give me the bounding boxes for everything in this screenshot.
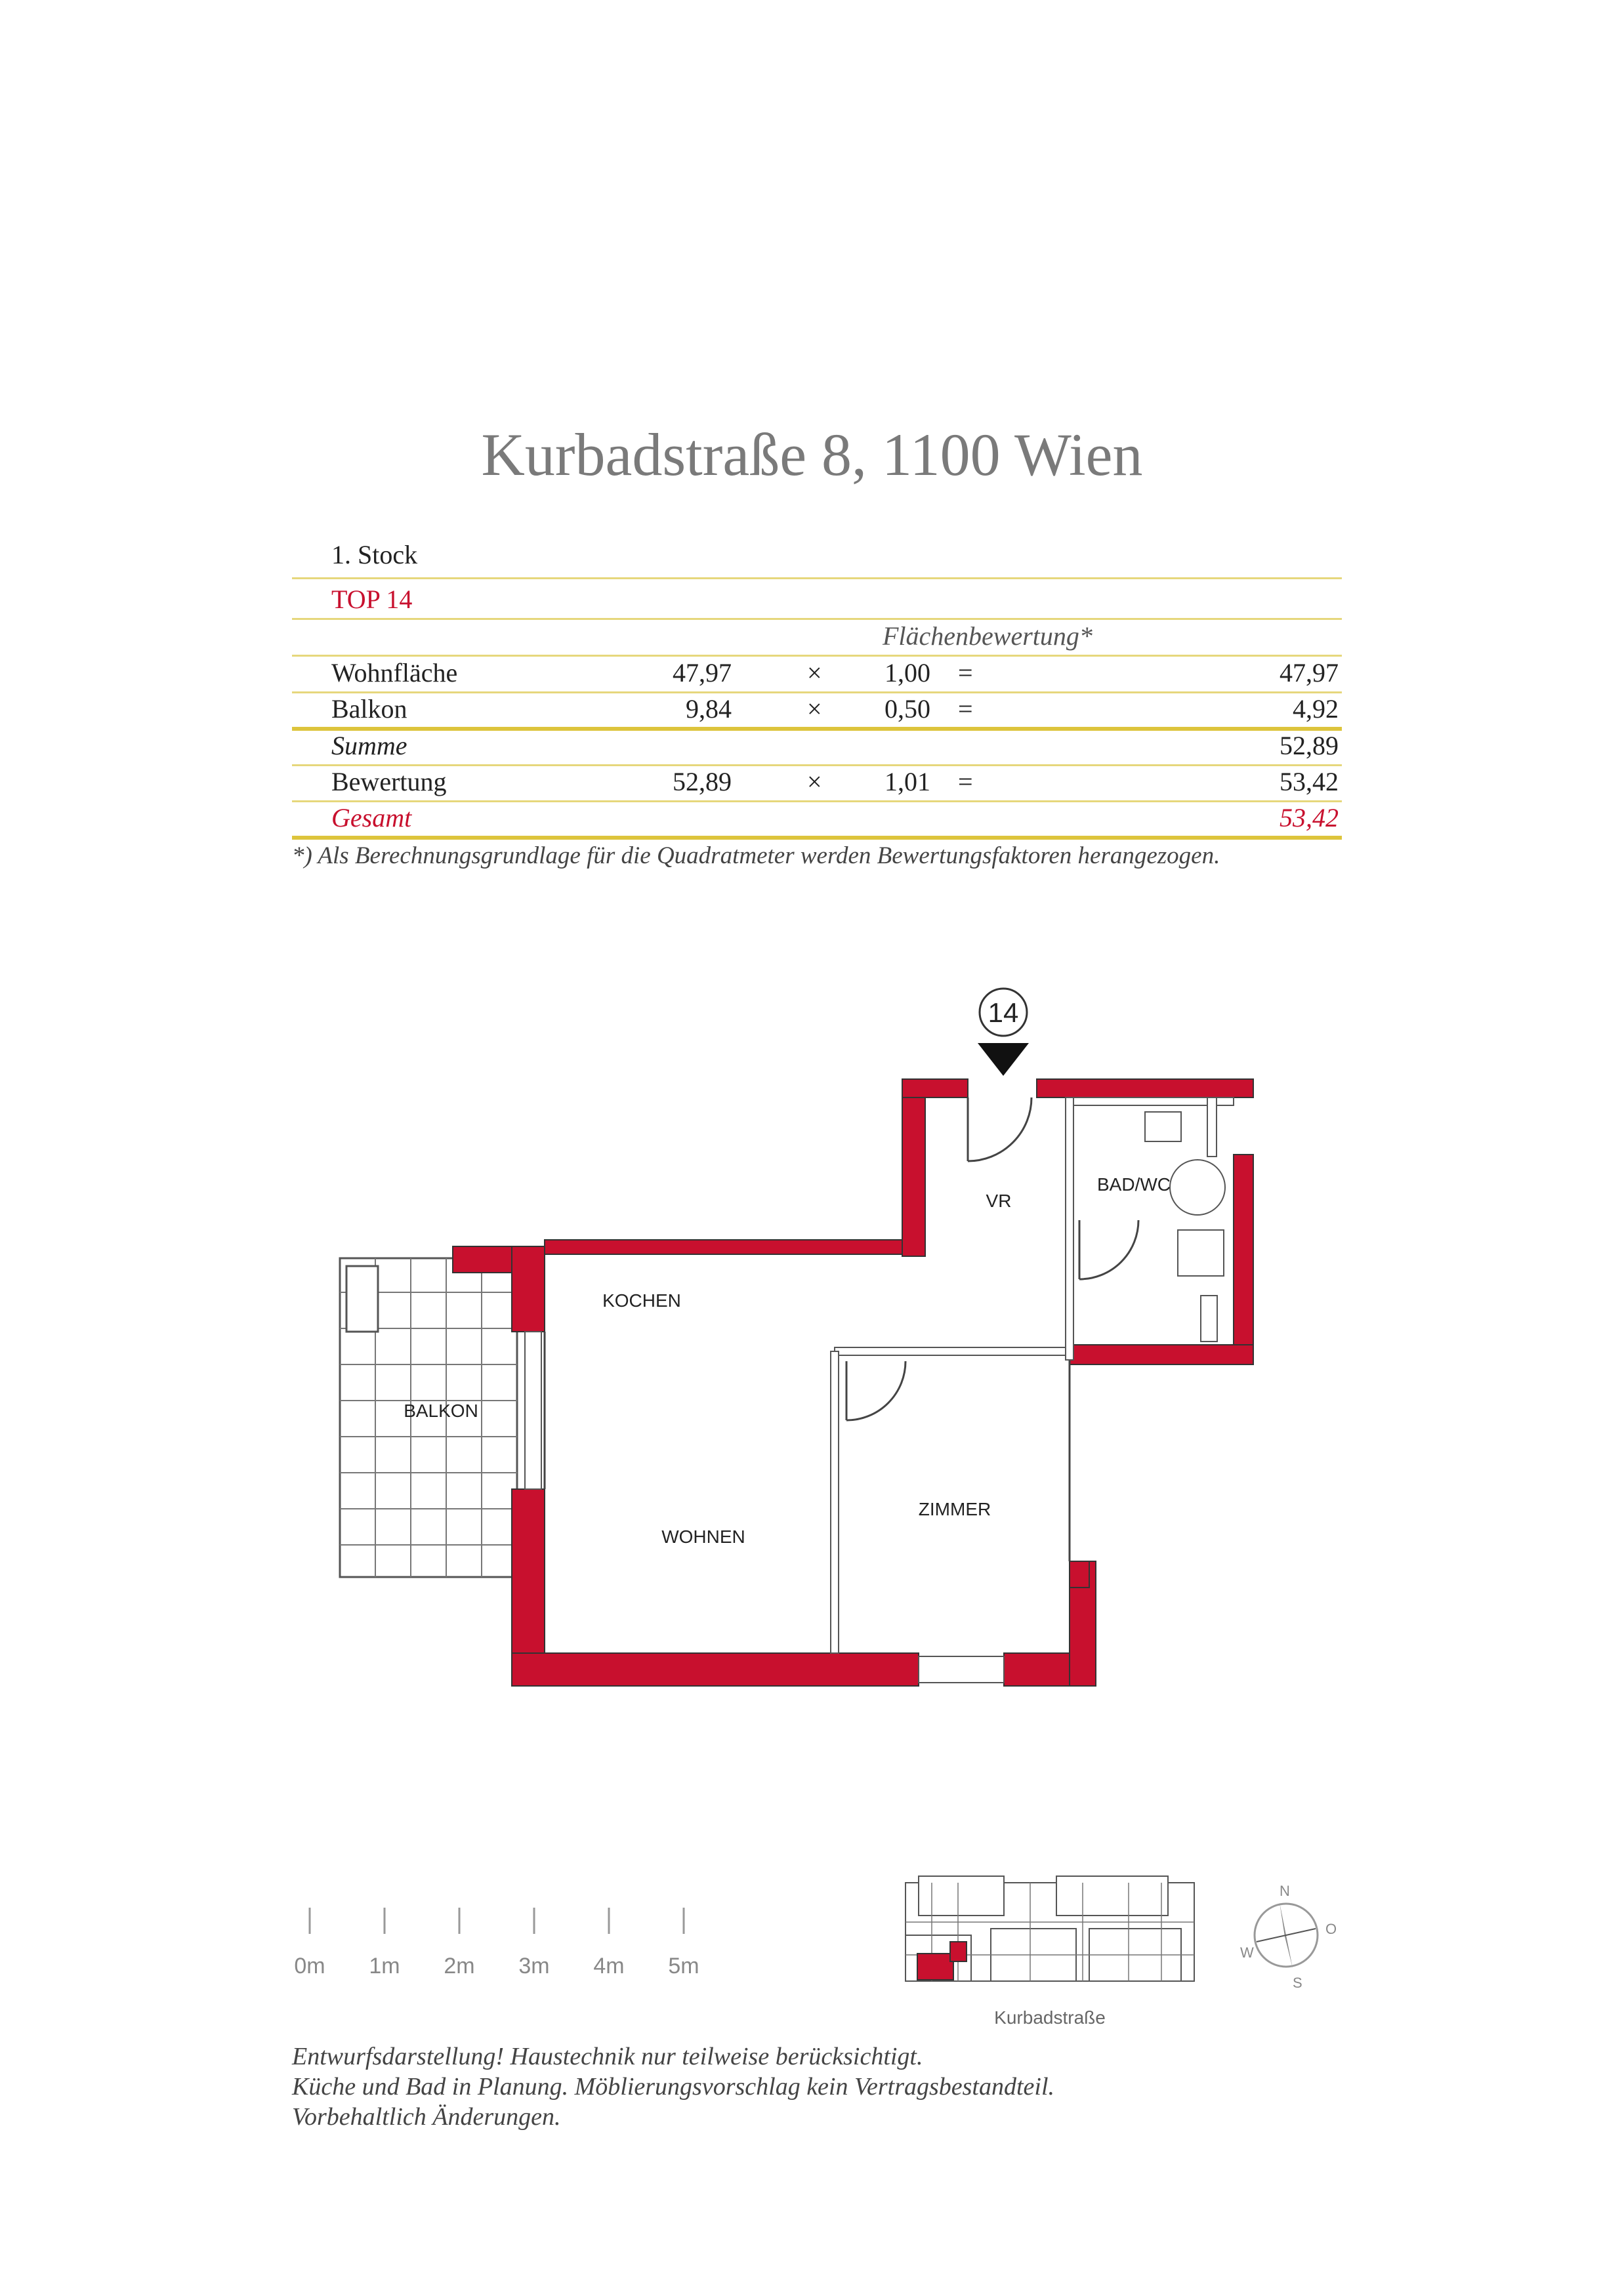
row-factor: 1,00 (885, 658, 930, 687)
floor-label: 1. Stock (331, 540, 418, 569)
scale-label: 0m (294, 1954, 325, 1978)
times-sign: × (807, 767, 822, 796)
bewertung-factor: 1,01 (885, 767, 930, 796)
door-swings (846, 1097, 1138, 1420)
window (525, 1332, 541, 1489)
row-result: 47,97 (1280, 658, 1339, 687)
table-header: Flächenbewertung* (883, 621, 1093, 651)
unit-highlight (917, 1954, 953, 1980)
summe-label: Summe (331, 731, 407, 760)
compass-w: W (1240, 1944, 1254, 1961)
summe-result: 52,89 (1280, 731, 1339, 760)
site-plan (892, 1863, 1207, 2034)
page-title: Kurbadstraße 8, 1100 Wien (481, 421, 1143, 488)
footnote: *) Als Berechnungsgrundlage für die Quadratmeter werden Bewertungsfaktoren herangezogen. (292, 842, 1220, 869)
unit-label: TOP 14 (331, 584, 413, 614)
row-area: 9,84 (686, 694, 732, 724)
gesamt-result: 53,42 (1280, 803, 1339, 832)
row-area: 47,97 (673, 658, 732, 687)
disclaimer-line: Entwurfsdarstellung! Haustechnik nur teilweise berücksichtigt. (292, 2043, 923, 2070)
window (919, 1656, 1004, 1683)
scale-label: 2m (444, 1954, 475, 1978)
room-label-kochen: KOCHEN (602, 1290, 681, 1311)
scale-label: 1m (369, 1954, 400, 1978)
times-sign: × (807, 694, 822, 724)
room-label-bad-wc: BAD/WC (1097, 1174, 1171, 1195)
interior-walls (545, 1097, 1070, 1653)
walls (453, 1079, 1253, 1686)
equals-sign: = (958, 767, 973, 796)
site-label: Kurbadstraße (994, 2007, 1106, 2028)
disclaimer-line: Vorbehaltlich Änderungen. (292, 2103, 561, 2131)
row-label: Balkon (331, 694, 407, 724)
scale-label: 5m (668, 1954, 699, 1978)
compass-s: S (1293, 1975, 1302, 1991)
gesamt-label: Gesamt (331, 803, 412, 832)
row-factor: 0,50 (885, 694, 930, 724)
compass-n: N (1280, 1883, 1290, 1899)
entrance-number: 14 (988, 997, 1019, 1028)
scale-bar (276, 1902, 735, 1994)
disclaimer (292, 2041, 1054, 2132)
equals-sign: = (958, 658, 973, 687)
scale-label: 4m (593, 1954, 625, 1978)
bewertung-label: Bewertung (331, 767, 447, 796)
compass (1227, 1876, 1345, 1994)
row-result: 4,92 (1293, 694, 1339, 724)
bewertung-result: 53,42 (1280, 767, 1339, 796)
bewertung-area: 52,89 (673, 767, 732, 796)
row-label: Wohnfläche (331, 658, 458, 687)
room-label-zimmer: ZIMMER (918, 1499, 991, 1519)
times-sign: × (807, 658, 822, 687)
room-label-vr: VR (986, 1191, 1012, 1211)
entrance-arrow-icon (978, 1043, 1029, 1076)
room-label-wohnen: WOHNEN (661, 1527, 745, 1547)
scale-label: 3m (518, 1954, 550, 1978)
disclaimer-line: Küche und Bad in Planung. Möblierungsvorschlag kein Vertragsbestandteil. (292, 2073, 1055, 2101)
equals-sign: = (958, 694, 973, 724)
compass-o: O (1325, 1921, 1337, 1937)
room-label-balkon: BALKON (404, 1401, 478, 1421)
